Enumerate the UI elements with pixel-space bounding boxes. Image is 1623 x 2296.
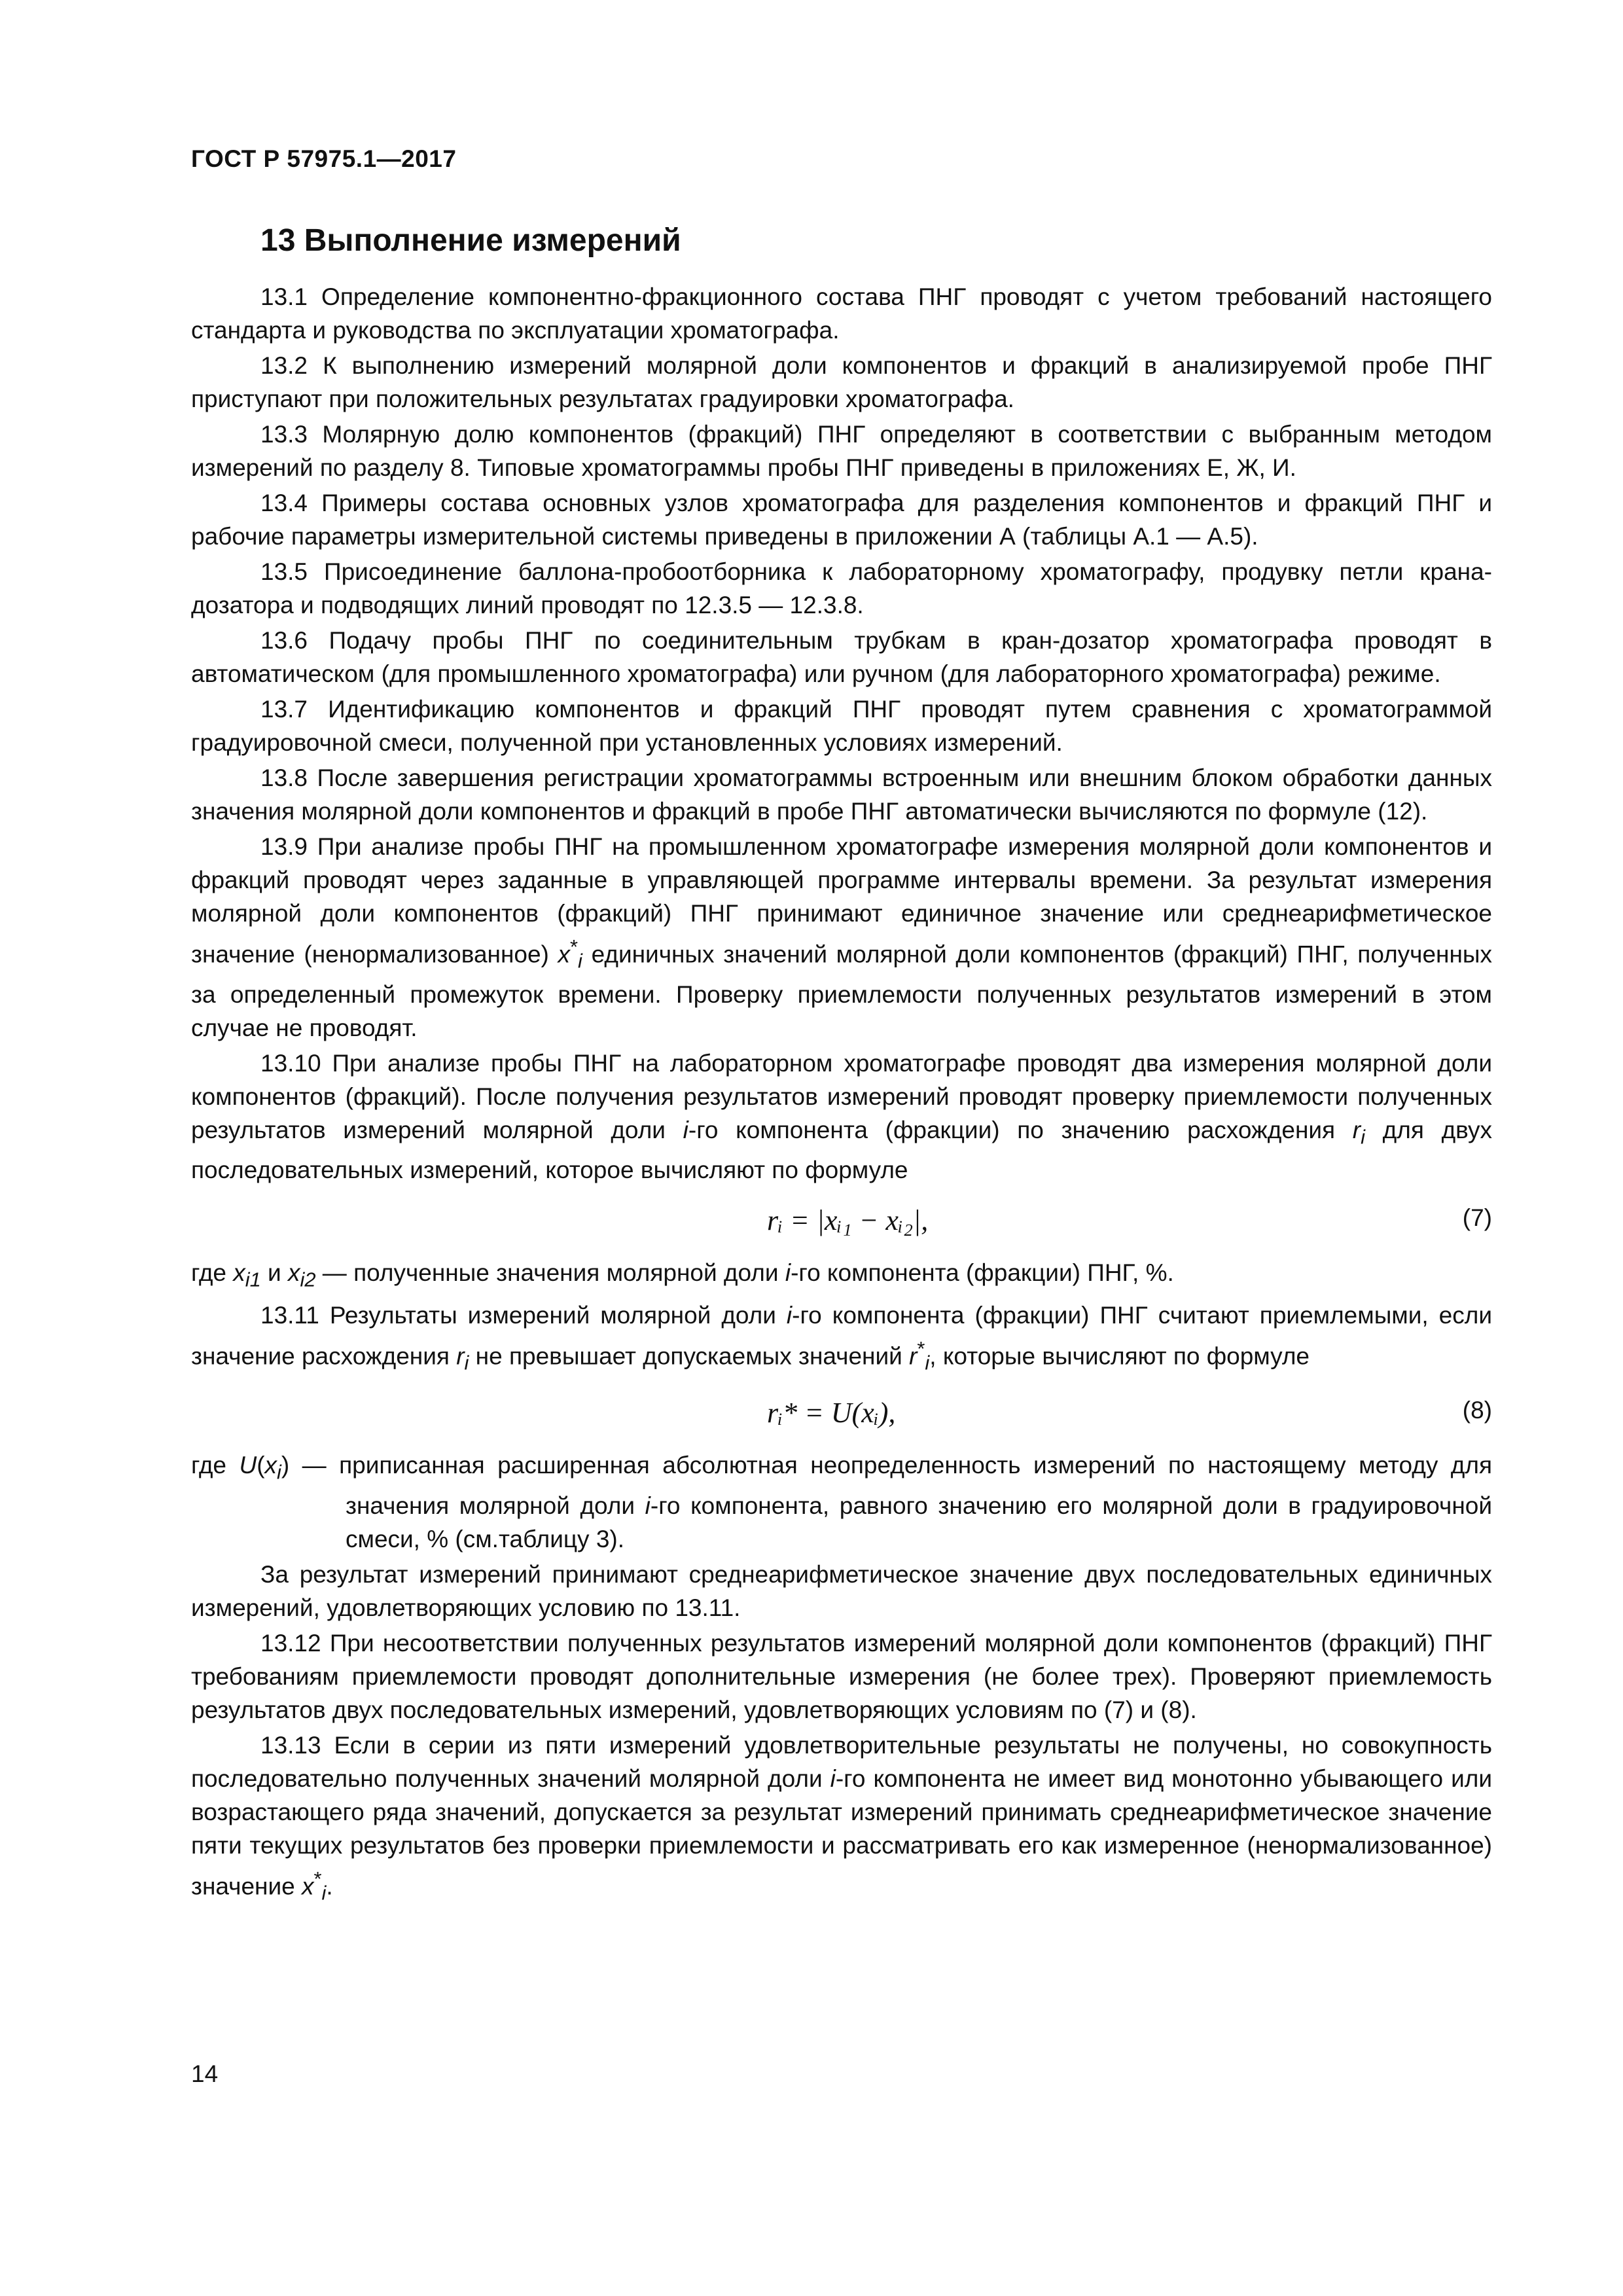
formula-8: rᵢ* = U(xᵢ),	[767, 1397, 896, 1429]
symbol-sub-i: i	[277, 1460, 281, 1484]
symbol-rparen: )	[281, 1452, 290, 1479]
symbol-x: x	[288, 1259, 300, 1287]
paragraph-text: 13.13 Если в серии из пяти измерений удовлетворительные результаты не получены, но совокупность последовательно полученных значений молярной доли	[191, 1731, 1492, 1792]
symbol-i: i	[786, 1301, 793, 1329]
document-code: ГОСТ Р 57975.1—2017	[191, 145, 457, 172]
paragraph-13-8: 13.8 После завершения регистрации хроматограммы встроенным или внешним блоком обработки данных значения молярной доли компонентов и фракций в пробе ПНГ автоматически вычисляются по формуле (12).	[191, 764, 1492, 825]
paragraph-text: и	[260, 1259, 289, 1287]
paragraph-text: где	[191, 1452, 240, 1479]
paragraph-13-1: 13.1 Определение компонентно-фракционного состава ПНГ проводят с учетом требований настоящего стандарта и руководства по эксплуатации хроматографа.	[191, 283, 1492, 344]
symbol-star: *	[313, 1867, 322, 1890]
paragraph-text: — приписанная расширенная абсолютная неопределенность измерений по настоящему методу для значения молярной доли	[289, 1452, 1492, 1519]
symbol-star: *	[917, 1336, 925, 1360]
symbol-r: r	[909, 1342, 918, 1369]
symbol-sub-i1: i1	[245, 1268, 261, 1291]
symbol-lparen: (	[257, 1452, 265, 1479]
symbol-U: U	[239, 1452, 257, 1479]
formula-7-number: (7)	[1462, 1204, 1492, 1232]
paragraph-text: где	[191, 1259, 234, 1287]
where-7	[191, 1256, 1492, 1296]
page-number: 14	[191, 2060, 219, 2087]
paragraph-text: -го компонента, равного значению его молярной доли в градуировочной смеси, % (см.таблицу 3).	[346, 1492, 1493, 1552]
symbol-i: i	[683, 1116, 688, 1143]
section-title: 13 Выполнение измерений	[260, 223, 681, 258]
paragraph-13-11	[191, 1299, 1492, 1380]
paragraph-text: не превышает допускаемых значений	[469, 1342, 910, 1369]
paragraph-13-3: 13.3 Молярную долю компонентов (фракций) ПНГ определяют в соответствии с выбранным методом измерений по разделу 8. Типовые хроматограммы пробы ПНГ приведены в приложениях Е, Ж, И.	[191, 421, 1492, 481]
symbol-x: x	[233, 1259, 245, 1287]
symbol-period: .	[326, 1872, 333, 1899]
symbol-i: i	[830, 1765, 836, 1792]
paragraph-13-12: 13.12 При несоответствии полученных результатов измерений молярной доли компонентов (фракций) ПНГ требованиям приемлемости проводят дополнительные измерения (не более трех). Проверяют приемлемость результатов двух последовательных измерений, удовлетворяющих условиям по (7) и (8).	[191, 1629, 1492, 1723]
paragraph-13-7: 13.7 Идентификацию компонентов и фракций ПНГ проводят путем сравнения с хроматограммой градуировочной смеси, полученной при установленных условиях измерений.	[191, 696, 1492, 756]
paragraph-text: -го компонента (фракции) ПНГ, %.	[791, 1259, 1174, 1287]
symbol-sub-i: i	[1361, 1125, 1365, 1149]
formula-8-row	[191, 1390, 1492, 1435]
symbol-sub-i: i	[925, 1351, 930, 1374]
symbol-star: *	[570, 935, 579, 958]
paragraph-text: 13.9 При анализе пробы ПНГ на промышленном хроматографе измерения молярной доли компонентов и фракций проводят через заданные в управляющей программе интервалы времени. За результат измерения молярной доли компонентов (фракций) ПНГ принимают единичное значение или среднеарифметическое значение (ненормализованное)	[191, 833, 1492, 968]
paragraph-13-2: 13.2 К выполнению измерений молярной доли компонентов и фракций в анализируемой пробе ПНГ приступают при положительных результатах градуировки хроматографа.	[191, 352, 1492, 412]
symbol-sub-i2: i2	[300, 1268, 316, 1291]
symbol-r: r	[1352, 1116, 1361, 1143]
paragraph-text: единичных значений молярной доли компонентов (фракций) ПНГ, полученных за определенный промежуток времени. Проверку приемлемости полученных результатов измерений в этом случае не проводят.	[191, 941, 1492, 1041]
paragraph-result: За результат измерений принимают среднеарифметическое значение двух последовательных единичных измерений, удовлетворяющих условию по 13.11.	[191, 1560, 1492, 1621]
paragraph-13-10	[191, 1047, 1492, 1187]
paragraph-text: -го компонента не имеет вид монотонно убывающего или возрастающего ряда значений, допускается за результат измерений принимать среднеарифметическое значение пяти текущих результатов без проверки приемлемости и рассматривать его как измеренное (ненормализованное) значение	[191, 1765, 1492, 1899]
symbol-x: x	[558, 941, 571, 968]
symbol-x: x	[301, 1872, 314, 1899]
paragraph-text: -го компонента (фракции) по значению расхождения	[688, 1116, 1353, 1143]
formula-8-number: (8)	[1462, 1397, 1492, 1424]
paragraph-13-13	[191, 1729, 1492, 1910]
paragraph-text: , которые вычисляют по формуле	[929, 1342, 1310, 1369]
formula-7-row	[191, 1197, 1492, 1243]
document-body	[191, 280, 1492, 1911]
paragraph-text: — полученные значения молярной доли	[315, 1259, 785, 1287]
paragraph-13-9	[191, 830, 1492, 1045]
symbol-i: i	[785, 1259, 791, 1287]
where-8	[191, 1448, 1492, 1555]
paragraph-13-6: 13.6 Подачу пробы ПНГ по соединительным трубкам в кран-дозатор хроматографа проводят в автоматическом (для промышленного хроматографа) или ручном (для лабораторного хроматографа) режиме.	[191, 627, 1492, 687]
paragraph-13-4: 13.4 Примеры состава основных узлов хроматографа для разделения компонентов и фракций ПНГ и рабочие параметры измерительной системы приведены в приложении А (таблицы А.1 — А.5).	[191, 490, 1492, 550]
symbol-x: x	[264, 1452, 277, 1479]
symbol-i: i	[645, 1492, 651, 1519]
paragraph-text: 13.10 При анализе пробы ПНГ на лабораторном хроматографе проводят два измерения молярной доли компонентов (фракций). После получения результатов измерений проводят проверку приемлемости полученных результатов измерений молярной доли	[191, 1049, 1492, 1143]
symbol-sub-i: i	[578, 949, 582, 973]
symbol-sub-i: i	[321, 1881, 327, 1905]
symbol-r: r	[456, 1342, 465, 1369]
paragraph-text: 13.11 Результаты измерений молярной доли	[260, 1301, 787, 1329]
formula-7: rᵢ = |xᵢ₁ − xᵢ₂|,	[767, 1204, 929, 1237]
symbol-sub-i: i	[464, 1351, 469, 1374]
paragraph-text: -го компонента (фракции) ПНГ считают приемлемыми, если значение расхождения	[191, 1301, 1492, 1369]
paragraph-text: для двух последовательных измерений, которое вычисляют по формуле	[191, 1116, 1492, 1184]
paragraph-13-5: 13.5 Присоединение баллона-пробоотборника к лабораторному хроматографу, продувку петли крана-дозатора и подводящих линий проводят по 12.3.5 — 12.3.8.	[191, 558, 1492, 619]
